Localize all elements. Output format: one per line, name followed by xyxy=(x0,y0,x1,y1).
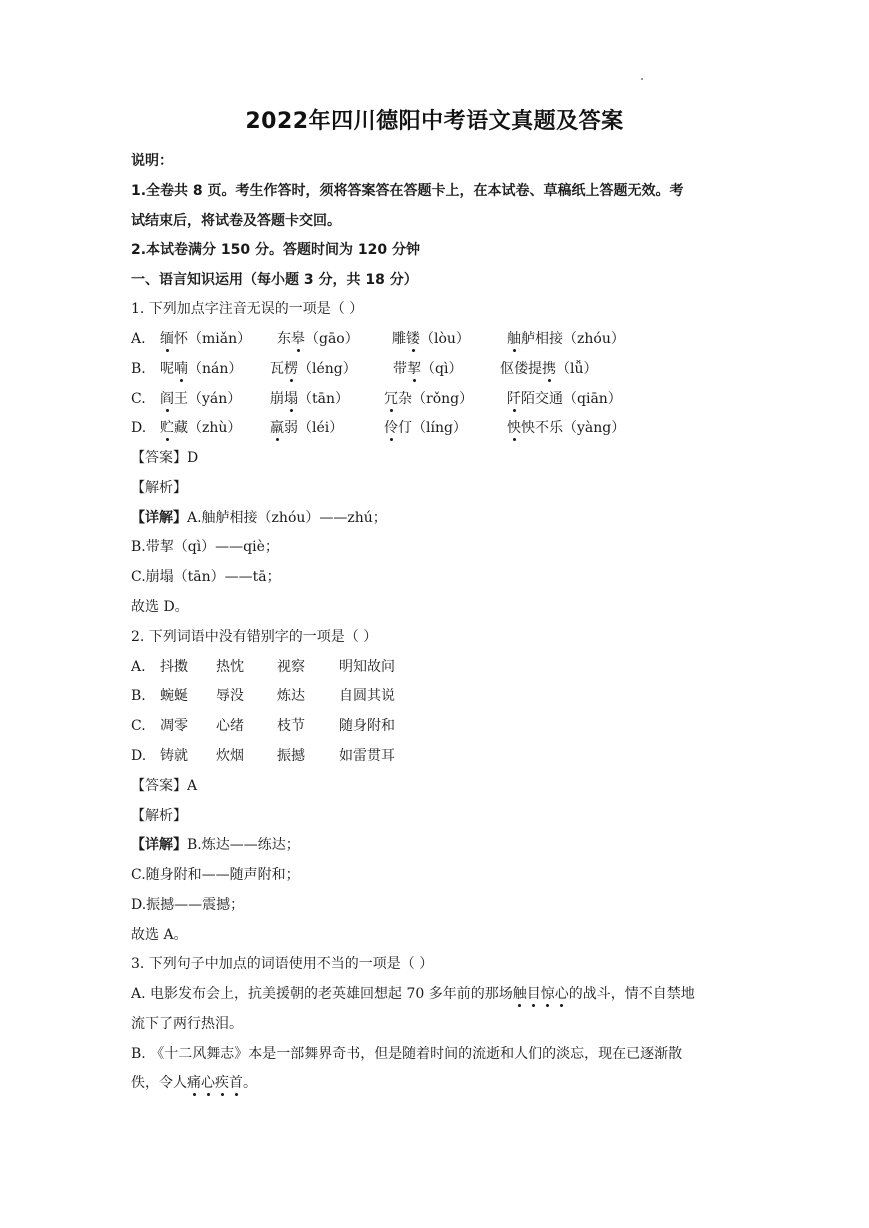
q1-item-post: 藏（zhù） xyxy=(174,420,242,436)
q2-option-word: 枝节 xyxy=(277,718,305,734)
q1-option-item xyxy=(160,389,241,409)
q1-item-post: （lòu） xyxy=(420,331,470,347)
q2-option-label: D. xyxy=(131,748,147,764)
q1-item-dotted-char: 舳 xyxy=(507,331,521,347)
q3-b-pre: 佚，令人 xyxy=(131,1075,187,1091)
q3-a-post: 的战斗，情不自禁地 xyxy=(568,986,695,1002)
q1-item-dotted-char: 怏 xyxy=(507,420,521,436)
q1-item-dotted-char: 冗 xyxy=(384,391,398,407)
q1-item-post: 王（yán） xyxy=(174,391,242,407)
q2-option-word: 心绪 xyxy=(216,718,244,734)
q1-item-post: 弱（léi） xyxy=(284,420,344,436)
q2-detail-1-text: B.炼达——练达； xyxy=(187,837,300,853)
q1-item-dotted-char: 贮 xyxy=(160,420,174,436)
q1-item-post: 怀（miǎn） xyxy=(174,331,252,347)
q1-item-post: （lǚ） xyxy=(556,361,598,377)
q2-option-word: 随身附和 xyxy=(339,718,395,734)
q2-answer: 【答案】A xyxy=(131,778,198,794)
q1-item-post: 舻相接（zhóu） xyxy=(521,331,625,347)
q1-item-post: 怏不乐（yàng） xyxy=(521,420,626,436)
q1-option-item xyxy=(393,359,462,379)
q1-option-item xyxy=(270,418,343,438)
q1-item-post: （gāo） xyxy=(305,331,359,347)
q1-item-dotted-char: 阎 xyxy=(160,391,174,407)
q2-detail-2: C.随身附和——随声附和； xyxy=(131,867,300,883)
q1-item-dotted-char: 阡 xyxy=(507,391,521,407)
q1-choose: 故选 D。 xyxy=(131,599,189,615)
q2-option-label: B. xyxy=(131,688,146,704)
q3-a-dot-4: 心 xyxy=(554,986,569,1002)
q1-item-dotted-char: 镂 xyxy=(406,331,420,347)
q1-option-label: D. xyxy=(131,420,147,436)
q1-item-post: （tān） xyxy=(298,391,349,407)
q2-option-word: 热忱 xyxy=(216,659,244,675)
q1-item-pre: 瓦 xyxy=(270,361,284,377)
q1-option-item xyxy=(160,418,241,438)
q1-option-item xyxy=(500,359,598,379)
q3-b-dot-2: 心 xyxy=(201,1075,215,1091)
q3-b-post: 。 xyxy=(243,1075,257,1091)
q1-option-item xyxy=(507,329,625,349)
q2-option-word: 辱没 xyxy=(216,688,244,704)
q1-item-dotted-char: 楞 xyxy=(284,361,298,377)
q1-item-post: （léng） xyxy=(298,361,357,377)
q3-b-dot-3: 疾 xyxy=(215,1075,229,1091)
q3-option-a-line-1 xyxy=(131,984,695,1004)
page-title: 2022年四川德阳中考语文真题及答案 xyxy=(245,109,624,134)
q1-item-post: （qì） xyxy=(421,361,463,377)
q1-option-label: B. xyxy=(131,361,146,377)
q1-item-dotted-char: 塌 xyxy=(284,391,298,407)
q1-item-pre: 伛偻提 xyxy=(500,361,542,377)
q1-item-post: 陌交通（qiān） xyxy=(521,391,622,407)
q2-option-word: 抖擞 xyxy=(160,659,188,675)
q1-option-item xyxy=(270,359,357,379)
q2-stem: 2. 下列词语中没有错别字的一项是（ ） xyxy=(131,629,378,645)
q1-detail-1 xyxy=(131,508,387,528)
q1-option-item xyxy=(270,389,349,409)
q2-option-word: 铸就 xyxy=(160,748,188,764)
q1-option-item xyxy=(160,329,251,349)
q1-option-item xyxy=(392,329,470,349)
q3-a-dot-3: 惊 xyxy=(540,986,555,1002)
notes-heading: 说明： xyxy=(131,153,173,169)
page-dot-mark xyxy=(641,78,643,80)
q1-option-item xyxy=(160,359,242,379)
q1-option-item xyxy=(507,389,622,409)
q1-item-dotted-char: 羸 xyxy=(270,420,284,436)
q3-b-dot-4: 首 xyxy=(229,1075,243,1091)
q1-detail-3: C.崩塌（tān）——tā； xyxy=(131,569,281,585)
q1-item-dotted-char: 皋 xyxy=(291,331,305,347)
notes-line-1b: 试结束后，将试卷及答题卡交回。 xyxy=(131,213,341,229)
q1-detail-2: B.带挈（qì）——qiè； xyxy=(131,539,279,555)
q3-a-dot-2: 目 xyxy=(526,986,541,1002)
q1-stem: 1. 下列加点字注音无误的一项是（ ） xyxy=(131,301,364,317)
q2-choose: 故选 A。 xyxy=(131,927,188,943)
q1-item-post: 仃（líng） xyxy=(398,420,467,436)
q2-option-word: 自圆其说 xyxy=(339,688,395,704)
q2-detail-1 xyxy=(131,835,300,855)
q1-item-dotted-char: 缅 xyxy=(160,331,174,347)
q3-stem: 3. 下列句子中加点的词语使用不当的一项是（ ） xyxy=(131,956,434,972)
q1-answer: 【答案】D xyxy=(131,450,199,466)
q3-option-b-line-1: B. 《十二风舞志》本是一部舞界奇书，但是随着时间的流逝和人们的淡忘，现在已逐渐散 xyxy=(131,1046,683,1062)
q1-item-pre: 带 xyxy=(393,361,407,377)
q1-analysis: 【解析】 xyxy=(131,480,187,496)
q1-option-item xyxy=(384,389,473,409)
q2-option-label: C. xyxy=(131,718,146,734)
q3-option-b-line-2 xyxy=(131,1073,257,1093)
q2-detail-3: D.振撼——震撼； xyxy=(131,897,245,913)
section-1-heading: 一、语言知识运用（每小题 3 分，共 18 分） xyxy=(131,272,418,288)
q1-item-post: （nán） xyxy=(188,361,243,377)
q3-a-pre: A. 电影发布会上，抗美援朝的老英雄回想起 70 多年前的那场 xyxy=(131,986,513,1002)
q2-option-word: 如雷贯耳 xyxy=(339,748,395,764)
q1-option-label: A. xyxy=(131,331,146,347)
q2-option-word: 炊烟 xyxy=(216,748,244,764)
q1-item-dotted-char: 喃 xyxy=(174,361,188,377)
q1-item-dotted-char: 携 xyxy=(542,361,556,377)
q1-item-dotted-char: 挈 xyxy=(407,361,421,377)
q3-option-a-line-2: 流下了两行热泪。 xyxy=(131,1016,243,1032)
q1-item-pre: 崩 xyxy=(270,391,284,407)
q1-item-pre: 东 xyxy=(277,331,291,347)
q1-detail-1-text: A.舳舻相接（zhóu）——zhú； xyxy=(187,510,387,526)
q1-item-dotted-char: 伶 xyxy=(384,420,398,436)
q2-option-word: 视察 xyxy=(277,659,305,675)
q1-option-item xyxy=(384,418,467,438)
q2-option-word: 炼达 xyxy=(277,688,305,704)
q2-detail-tag: 【详解】 xyxy=(131,837,187,853)
q2-option-word: 凋零 xyxy=(160,718,188,734)
q3-b-dot-1: 痛 xyxy=(187,1075,201,1091)
q2-analysis: 【解析】 xyxy=(131,808,187,824)
notes-line-1a: 1.全卷共 8 页。考生作答时，须将答案答在答题卡上，在本试卷、草稿纸上答题无效。考 xyxy=(131,183,684,199)
q2-option-word: 振撼 xyxy=(277,748,305,764)
q1-detail-tag: 【详解】 xyxy=(131,510,187,526)
q2-option-word: 明知故问 xyxy=(339,659,395,675)
q1-item-pre: 呢 xyxy=(160,361,174,377)
q1-option-item xyxy=(277,329,359,349)
q1-option-label: C. xyxy=(131,391,146,407)
q1-option-item xyxy=(507,418,625,438)
q2-option-word: 蜿蜒 xyxy=(160,688,188,704)
q2-option-label: A. xyxy=(131,659,146,675)
notes-line-2: 2.本试卷满分 150 分。答题时间为 120 分钟 xyxy=(131,242,421,258)
q1-item-post: 杂（rǒng） xyxy=(398,391,474,407)
q1-item-pre: 雕 xyxy=(392,331,406,347)
q3-a-dot-1: 触 xyxy=(512,986,527,1002)
